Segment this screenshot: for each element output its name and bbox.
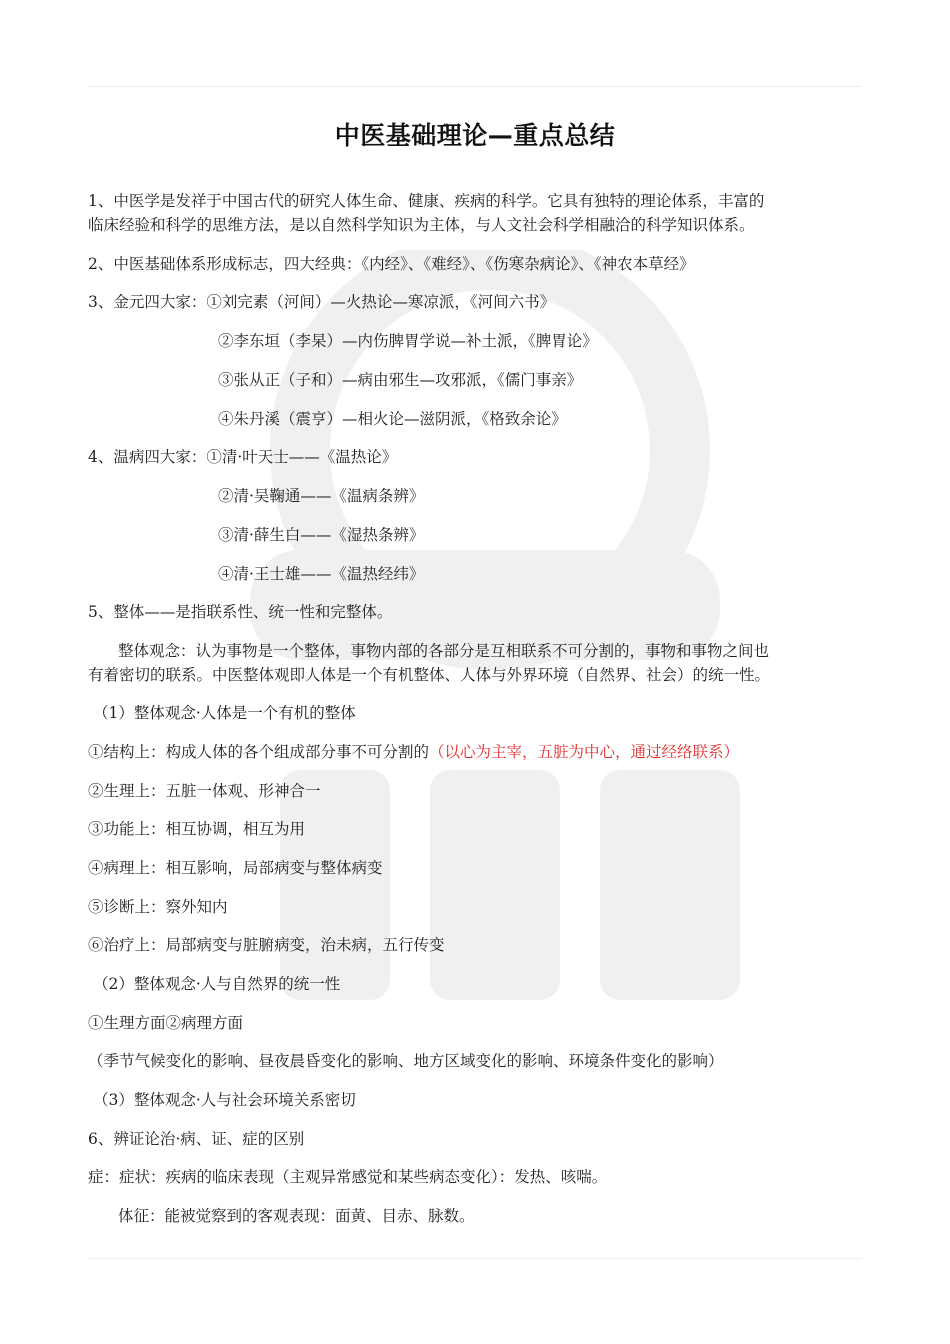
- text-line: 体征：能被觉察到的客观表现：面黄、目赤、脉数。: [118, 1207, 475, 1225]
- text-line: 临床经验和科学的思维方法，是以自然科学知识为主体，与人文社会科学相融洽的科学知识体系。: [88, 216, 755, 234]
- text-line: ④朱丹溪（震亨）—相火论—滋阴派，《格致余论》: [218, 410, 567, 428]
- text-line: ④病理上：相互影响，局部病变与整体病变: [88, 859, 383, 877]
- text-line: ①生理方面②病理方面: [88, 1014, 244, 1032]
- watermark-logo: [190, 250, 780, 1010]
- text-line: ⑤诊断上：察外知内: [88, 898, 228, 916]
- structure-text: ①结构上：构成人体的各个组成部分事不可分割的: [88, 743, 430, 761]
- bottom-divider: [88, 1258, 862, 1259]
- text-line: 5、整体——是指联系性、统一性和完整体。: [88, 603, 393, 621]
- text-line: 6、辨证论治·病、证、症的区别: [88, 1130, 305, 1148]
- text-line: 整体观念：认为事物是一个整体，事物内部的各部分是互相联系不可分割的，事物和事物之间也: [118, 642, 770, 660]
- text-line: ④清·王士雄——《温热经纬》: [218, 565, 425, 583]
- text-line: 4、温病四大家：①清·叶天士——《温热论》: [88, 448, 398, 466]
- text-line: （3）整体观念·人与社会环境关系密切: [93, 1091, 356, 1109]
- text-line: 3、金元四大家：①刘完素（河间）—火热论—寒凉派，《河间六书》: [88, 293, 556, 311]
- text-line: ②清·吴鞠通——《温病条辨》: [218, 487, 425, 505]
- text-line: 有着密切的联系。中医整体观即人体是一个有机整体、人体与外界环境（自然界、社会）的统一性。: [88, 666, 771, 684]
- text-line: [88, 741, 739, 763]
- text-line: （季节气候变化的影响、昼夜晨昏变化的影响、地方区域变化的影响、环境条件变化的影响）: [88, 1052, 724, 1070]
- page-title: 中医基础理论—重点总结: [334, 121, 616, 150]
- text-line: ②李东垣（李杲）—内伤脾胃学说—补土派，《脾胃论》: [218, 332, 598, 350]
- text-line: （1）整体观念·人体是一个有机的整体: [93, 704, 356, 722]
- text-line: ③张从正（子和）—病由邪生—攻邪派，《儒门事亲》: [218, 371, 583, 389]
- text-line: ②生理上：五脏一体观、形神合一: [88, 782, 321, 800]
- highlight-text: （以心为主宰，五脏为中心，通过经络联系）: [429, 743, 740, 761]
- top-divider: [88, 86, 862, 87]
- text-line: 症：症状：疾病的临床表现（主观异常感觉和某些病态变化）：发热、咳喘。: [88, 1168, 608, 1186]
- text-line: 1、中医学是发祥于中国古代的研究人体生命、健康、疾病的科学。它具有独特的理论体系，丰富的: [88, 192, 765, 210]
- text-line: 2、中医基础体系形成标志，四大经典：《内经》、《难经》、《伤寒杂病论》、《神农本草经》: [88, 255, 695, 273]
- text-line: ③清·薛生白——《湿热条辨》: [218, 526, 425, 544]
- text-line: ⑥治疗上：局部病变与脏腑病变，治未病，五行传变: [88, 936, 445, 954]
- text-line: （2）整体观念·人与自然界的统一性: [93, 975, 341, 993]
- text-line: ③功能上：相互协调，相互为用: [88, 820, 306, 838]
